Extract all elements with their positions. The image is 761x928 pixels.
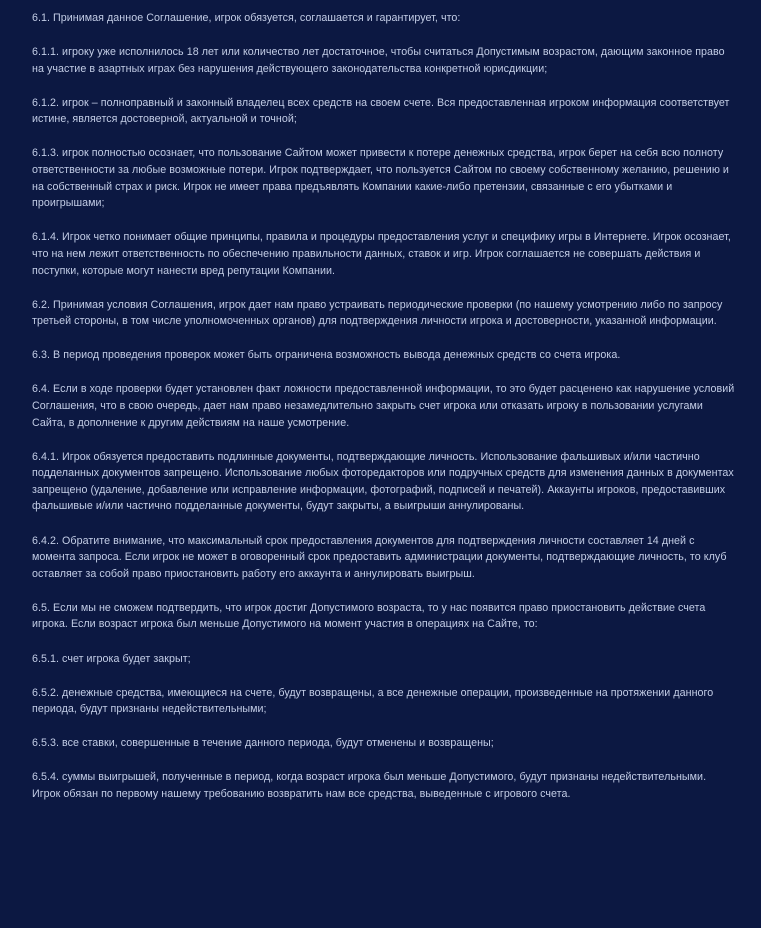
paragraph-6-1-4: 6.1.4. Игрок четко понимает общие принципы, правила и процедуры предоставления услуг и специфику игры в Интернете. Игрок осознает, что на нем лежит ответственность по обеспечению правильности данных, ставок и игр. Игрок соглашается не совершать действия и поступки, которые могут нанести вред репутации Компании. [32, 231, 731, 277]
paragraph-6-2: 6.2. Принимая условия Соглашения, игрок дает нам право устраивать периодические проверки (по нашему усмотрению либо по запросу третьей стороны, в том числе уполномоченных органов) для подтверждения личности игрока и достоверности, указанной информации. [32, 298, 723, 328]
paragraph-6-5-3: 6.5.3. все ставки, совершенные в течение данного периода, будут отменены и возвращены; [32, 737, 494, 750]
paragraph-6-1: 6.1. Принимая данное Соглашение, игрок обязуется, соглашается и гарантирует, что: [32, 12, 461, 24]
paragraph-6-3: 6.3. В период проведения проверок может быть ограничена возможность вывода денежных средств со счета игрока. [32, 349, 621, 362]
paragraph-6-4-2: 6.4.2. Обратите внимание, что максимальный срок предоставления документов для подтверждения личности составляет 14 дней с момента запроса. Если игрок не может в оговоренный срок предоставить администрации документы, подтверждающие личность, то клуб оставляет за собой право приостановить работу его аккаунта и аннулировать выигрыш. [32, 534, 727, 580]
paragraph-6-5-4: 6.5.4. суммы выигрышей, полученные в период, когда возраст игрока был меньше Допустимого, будут признаны недействительными. Игрок обязан по первому нашему требованию возвратить нам все средства, выведенные с игрового счета. [32, 771, 707, 800]
paragraph-6-1-1: 6.1.1. игроку уже исполнилось 18 лет или количество лет достаточное, чтобы считаться Допустимым возрастом, дающим законное право на участие в азартных играх без нарушения действующего законодательства конкретной юрисдикции; [32, 46, 725, 75]
paragraph-6-1-2: 6.1.2. игрок – полноправный и законный владелец всех средств на своем счете. Вся предоставленная игроком информация соответствует истине, является достоверной, актуальной и точной; [32, 96, 730, 126]
paragraph-6-1-3: 6.1.3. игрок полностью осознает, что пользование Сайтом может привести к потере денежных средства, игрок берет на себя всю полноту ответственности за любые возможные потери. Игрок подтверждает, что пользуется Сайтом по своему собственному желанию, решению и на собственный страх и риск. Игрок не имеет права предъявлять Компании какие-либо претензии, связанные с его убытками и проигрышами; [32, 147, 729, 210]
paragraph-6-5-2: 6.5.2. денежные средства, имеющиеся на счете, будут возвращены, а все денежные операции, произведенные на протяжении данного периода, будут признаны недействительными; [32, 686, 714, 716]
paragraph-6-5-1: 6.5.1. счет игрока будет закрыт; [32, 652, 191, 665]
paragraph-6-4: 6.4. Если в ходе проверки будет установлен факт ложности предоставленной информации, то это будет расценено как нарушение условий Соглашения, что в свою очередь, дает нам право незамедлительно закрыть счет игрока или отказать игроку в пользовании услугами Сайта, в дополнение к другим действиям на наше усмотрение. [32, 383, 735, 429]
paragraph-6-5: 6.5. Если мы не сможем подтвердить, что игрок достиг Допустимого возраста, то у нас появится право приостановить действие счета игрока. Если возраст игрока был меньше Допустимого на момент участия в операциях на Сайте, то: [32, 601, 706, 631]
paragraph-6-4-1: 6.4.1. Игрок обязуется предоставить подлинные документы, подтверждающие личность. Использование фальшивых и/или частично подделанных документов запрещено. Использование любых фоторедакторов или подручных средств для изменения данных в документах запрещено (удаление, добавление или исправление информации, фотографий, подписей и печатей). Аккаунты игроков, предоставивших фальшивые и/или частично подделанные документы, будут закрыты, а выигрыши аннулированы. [32, 450, 734, 513]
